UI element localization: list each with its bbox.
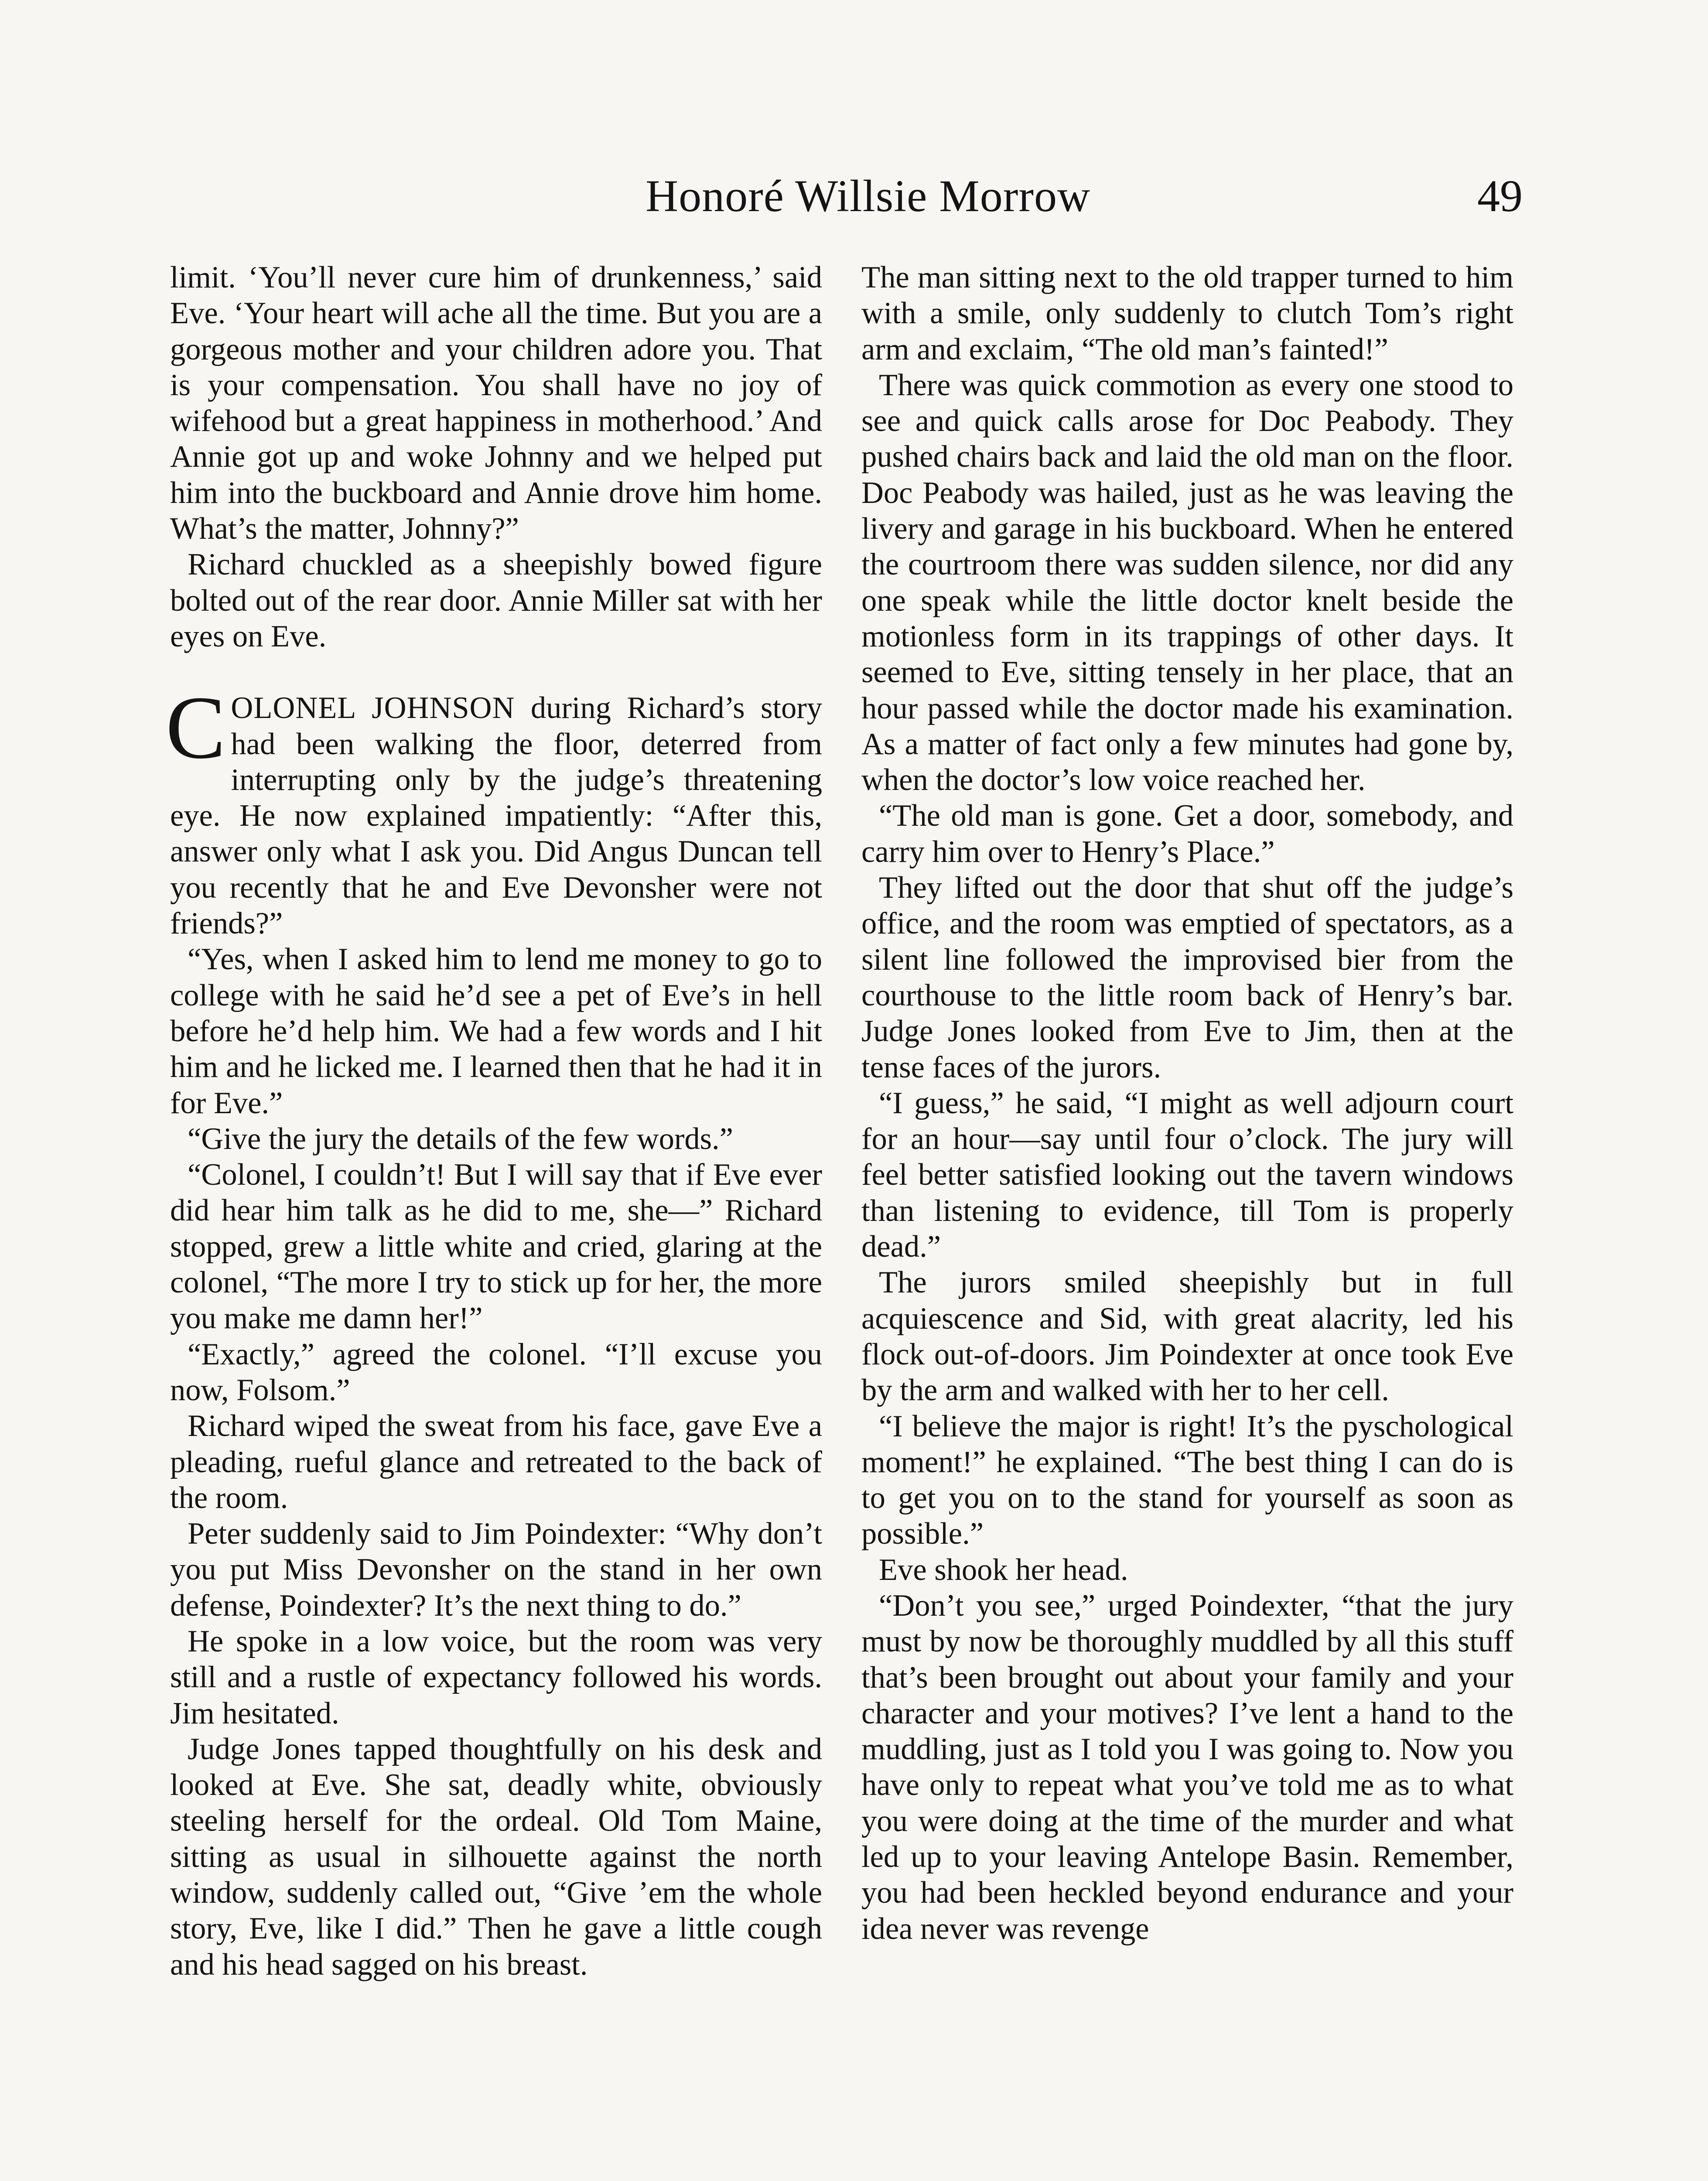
paragraph: Eve shook her head. xyxy=(879,1552,1128,1587)
paragraph: He spoke in a low voice, but the room was very still and a rustle of expectancy followed his words. Jim hesitated. xyxy=(170,1624,822,1730)
paragraph: The man sitting next to the old trapper turned to him with a smile, only suddenly to clutch Tom’s right arm and exclaim, “The old man’s fainted!” xyxy=(861,260,1513,366)
paragraph-text: during Richard’s story had been walking the floor, deterred from interrupting only by the judge’s threatening eye. He now explained impatiently: “After this, answer only what I ask you. Did Angus Duncan tell you recently that he and Eve Devonsher were not friends?” xyxy=(170,691,822,941)
paragraph: Richard chuckled as a sheepishly bowed figure bolted out of the rear door. Annie Miller sat with her eyes on Eve. xyxy=(170,547,822,653)
paragraph: Peter suddenly said to Jim Poindexter: “Why don’t you put Miss Devonsher on the stand in her own defense, Poindexter? It’s the next thing to do.” xyxy=(170,1517,822,1623)
running-head: Honoré Willsie Morrow xyxy=(646,171,1091,221)
paragraph: “Don’t you see,” urged Poindexter, “that the jury must by now be thoroughly muddled by all this stuff that’s been brought out about your family and your character and your motives? I’ve lent a hand to the muddling, just as I told you I was going to. Now you have only to repeat what you’ve told me as to what you were doing at the time of the murder and what led up to your leaving Antelope Basin. Remember, you had been heckled beyond endurance and your idea never was revenge xyxy=(861,1588,1513,1946)
paragraph: The jurors smiled sheepishly but in full acquiescence and Sid, with great alacrity, led his flock out-of-doors. Jim Poindexter at once took Eve by the arm and walked with her to her cell. xyxy=(861,1265,1513,1408)
paragraph: “The old man is gone. Get a door, somebody, and carry him over to Henry’s Place.” xyxy=(861,799,1513,869)
paragraph: There was quick commotion as every one stood to see and quick calls arose for Doc Peabody. They pushed chairs back and laid the old man on the floor. Doc Peabody was hailed, just as he was leaving the livery and garage in his buckboard. When he entered the courtroom there was sudden silence, nor did any one speak while the little doctor knelt beside the motionless form in its trappings of other days. It seemed to Eve, sitting tensely in her place, that an hour passed while the doctor made his examination. As a matter of fact only a few minutes had gone by, when the doctor’s low voice reached her. xyxy=(861,368,1513,797)
paragraph: “I guess,” he said, “I might as well adjourn court for an hour—say until four o’clock. The jury will feel better satisfied looking out the tavern windows than listening to evidence, till Tom is properly dead.” xyxy=(861,1086,1513,1264)
paragraph: “Exactly,” agreed the colonel. “I’ll excuse you now, Folsom.” xyxy=(170,1337,822,1407)
paragraph: limit. ‘You’ll never cure him of drunkenness,’ said Eve. ‘Your heart will ache all the time. But you are a gorgeous mother and your children adore you. That is your compensation. You shall have no joy of wifehood but a great happiness in motherhood.’ And Annie got up and woke Johnny and we helped put him into the buckboard and Annie drove him home. What’s the matter, Johnny?” xyxy=(170,260,822,546)
page-header xyxy=(0,164,1708,229)
drop-cap: C xyxy=(166,677,226,778)
small-caps-lead: OLONEL JOHNSON xyxy=(231,691,515,725)
right-column xyxy=(861,260,1513,1947)
paragraph: They lifted out the door that shut off the judge’s office, and the room was emptied of spectators, as a silent line followed the improvised bier from the courthouse to the little room back of Henry’s bar. Judge Jones looked from Eve to Jim, then at the tense faces of the jurors. xyxy=(861,871,1513,1084)
paragraph: “Colonel, I couldn’t! But I will say that if Eve ever did hear him talk as he did to me, she—” Richard stopped, grew a little white and cried, glaring at the colonel, “The more I try to stick up for her, the more you make me damn her!” xyxy=(170,1158,822,1336)
section-opening-paragraph xyxy=(166,677,822,941)
paragraph: “Yes, when I asked him to lend me money to go to college with he said he’d see a pet of Eve’s in hell before he’d help him. We had a few words and I hit him and he licked me. I learned then that he had it in for Eve.” xyxy=(170,942,822,1120)
paragraph: “Give the jury the details of the few words.” xyxy=(188,1121,733,1156)
paragraph: “I believe the major is right! It’s the pyschological moment!” he explained. “The best thing I can do is to get you on to the stand for yourself as soon as possible.” xyxy=(861,1409,1513,1551)
left-column xyxy=(166,260,822,1983)
page-number: 49 xyxy=(1477,171,1523,221)
paragraph: Richard wiped the sweat from his face, gave Eve a pleading, rueful glance and retreated to the back of the room. xyxy=(170,1409,822,1515)
paragraph: Judge Jones tapped thoughtfully on his desk and looked at Eve. She sat, deadly white, obviously steeling herself for the ordeal. Old Tom Maine, sitting as usual in silhouette against the north window, suddenly called out, “Give ’em the whole story, Eve, like I did.” Then he gave a little cough and his head sagged on his breast. xyxy=(170,1732,822,1982)
